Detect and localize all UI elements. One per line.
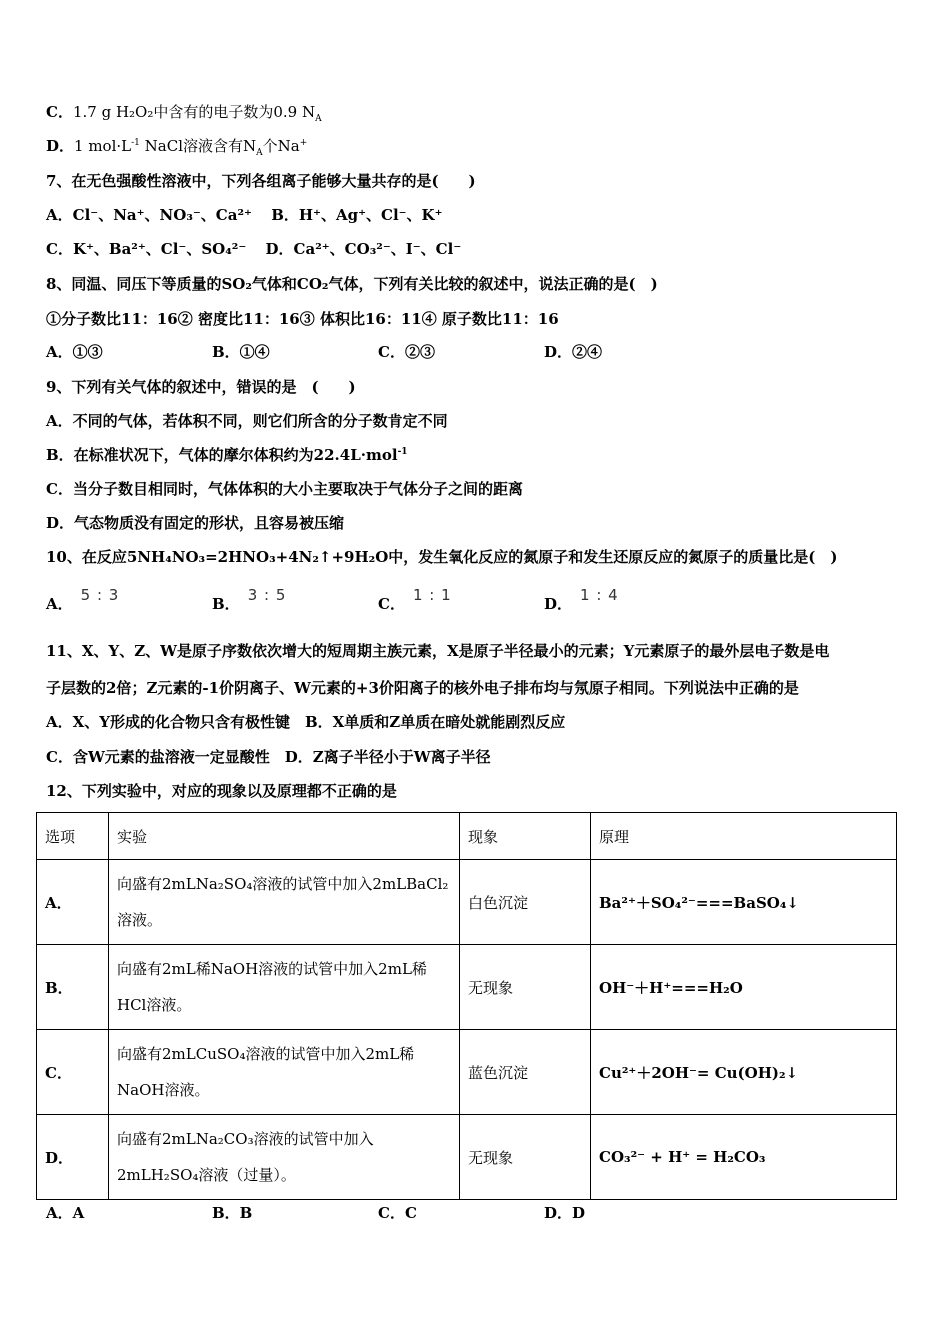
header-option: 选项 <box>37 813 109 860</box>
q11-options-cd: C．含W元素的盐溶液一定显酸性 D．Z离子半径小于W离子半径 <box>46 748 491 766</box>
q9-option-d: D．气态物质没有固定的形状，且容易被压缩 <box>46 514 345 532</box>
q11-stem-line1: 11、X、Y、Z、W是原子序数依次增大的短周期主族元素，X是原子半径最小的元素；Y元素原子的最外层电子数是电 <box>46 642 830 660</box>
q8-option-a: A．①③ <box>46 343 103 361</box>
q10-stem: 10、在反应5NH₄NO₃=2HNO₃+4N₂↑+9H₂O中，发生氧化反应的氮原子和发生还原反应的氮原子的质量比是( ) <box>46 548 838 566</box>
q7-option-c: C．K⁺、Ba²⁺、Cl⁻、SO₄²⁻ <box>46 240 247 258</box>
q7-option-a: A．Cl⁻、Na⁺、NO₃⁻、Ca²⁺ <box>46 206 252 224</box>
q12-option-d: D．D <box>544 1204 586 1222</box>
header-phenomenon: 现象 <box>460 813 591 860</box>
q8-option-c: C．②③ <box>378 343 435 361</box>
table-row: A． 向盛有2mLNa₂SO₄溶液的试管中加入2mLBaCl₂ 溶液。 白色沉淀 Ba²⁺＋SO₄²⁻===BaSO₄↓ <box>37 860 897 945</box>
q9-stem: 9、下列有关气体的叙述中，错误的是 ( ) <box>46 378 356 396</box>
q10-option-a: 5 : 3 <box>80 586 120 604</box>
header-principle: 原理 <box>591 813 897 860</box>
q10-option-b: 3 : 5 <box>247 586 287 604</box>
q12-option-a: A．A <box>46 1204 85 1222</box>
table-row: B． 向盛有2mL稀NaOH溶液的试管中加入2mL稀 HCl溶液。 无现象 OH⁻＋H⁺===H₂O <box>37 945 897 1030</box>
table-row: C． 向盛有2mLCuSO₄溶液的试管中加入2mL稀 NaOH溶液。 蓝色沉淀 Cu²⁺＋2OH⁻= Cu(OH)₂↓ <box>37 1030 897 1115</box>
q12-option-b: B．B <box>212 1204 253 1222</box>
q8-items: ①分子数比11：16② 密度比11：16③ 体积比16：11④ 原子数比11：16 <box>46 310 559 328</box>
q7-stem: 7、在无色强酸性溶液中，下列各组离子能够大量共存的是( ) <box>46 172 476 190</box>
q7-options-ab <box>46 205 443 225</box>
q9-option-a: A．不同的气体，若体积不同，则它们所含的分子数肯定不同 <box>46 412 448 430</box>
q7-option-d: D．Ca²⁺、CO₃²⁻、I⁻、Cl⁻ <box>265 240 462 258</box>
q12-option-c: C．C <box>378 1204 417 1222</box>
q8-options <box>46 342 602 362</box>
q12-table <box>36 812 897 1200</box>
q8-option-d: D．②④ <box>544 343 603 361</box>
header-experiment: 实验 <box>109 813 460 860</box>
table-row: D． 向盛有2mLNa₂CO₃溶液的试管中加入 2mLH₂SO₄溶液（过量）。 无现象 CO₃²⁻ + H⁺ = H₂CO₃ <box>37 1115 897 1200</box>
q12-options <box>46 1203 585 1223</box>
table-header-row <box>37 813 897 860</box>
q6-option-d: D．1 $mol\cdot L^{-1}$ NaCl溶液含有$N_A$个Na+ <box>46 137 308 158</box>
q10-option-d: 1 : 4 <box>580 586 619 604</box>
q8-option-b: B．①④ <box>212 343 270 361</box>
q8-stem: 8、同温、同压下等质量的SO₂气体和CO₂气体，下列有关比较的叙述中，说法正确的是( ) <box>46 275 658 293</box>
q11-options-ab: A．X、Y形成的化合物只含有极性键 B．X单质和Z单质在暗处就能剧烈反应 <box>46 713 566 731</box>
q12-stem: 12、下列实验中，对应的现象以及原理都不正确的是 <box>46 782 397 800</box>
q9-option-b: B．在标准状况下，气体的摩尔体积约为22.4L·mol$^{-1}$ <box>46 446 408 464</box>
q9-option-c: C．当分子数目相同时，气体体积的大小主要取决于气体分子之间的距离 <box>46 480 523 498</box>
q7-options-cd <box>46 239 461 259</box>
q10-option-c: 1 : 1 <box>412 586 452 604</box>
q7-option-b: B．H⁺、Ag⁺、Cl⁻、K⁺ <box>271 206 443 224</box>
q11-stem-line2: 子层数的2倍；Z元素的-1价阴离子、W元素的+3价阳离子的核外电子排布均与氖原子相同。下列说法中正确的是 <box>46 679 799 697</box>
q6-option-c: C．1.7 g H₂O₂中含有的电子数为0.9 $N_A$ <box>46 103 322 124</box>
q10-options: A． 5 : 3 B． 3 : 5 C． 1 : 1 D． 1 : 4 <box>46 586 619 613</box>
